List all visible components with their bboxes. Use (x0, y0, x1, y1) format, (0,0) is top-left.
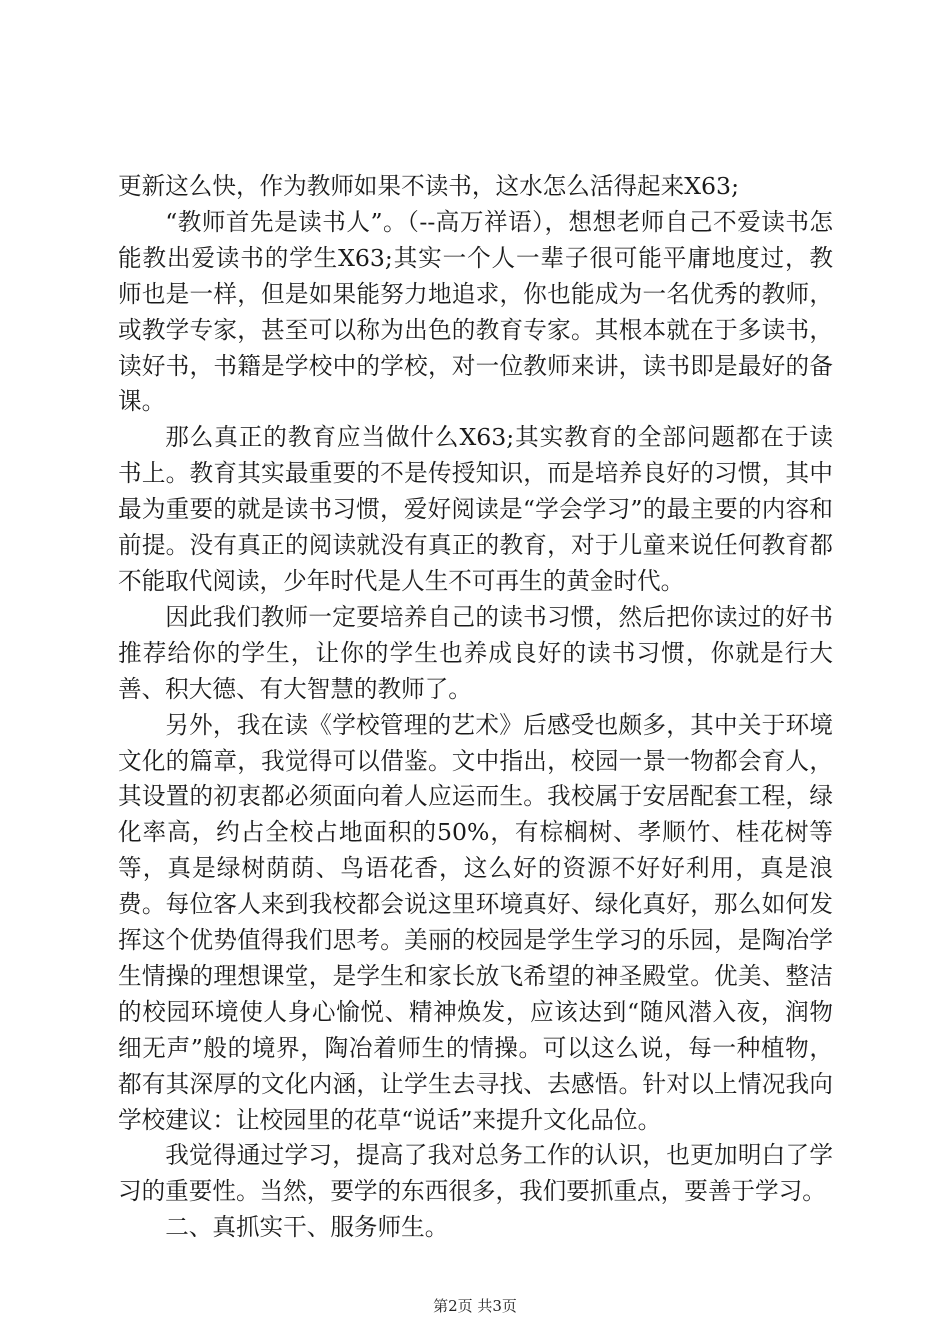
page-footer: 第2页 共3页 (433, 1297, 517, 1315)
document-body (118, 169, 833, 1246)
paragraph-teacher-reader: “教师首先是读书人”。（--高万祥语），想想老师自己不爱读书怎能教出爱读书的学生X63;其实一个人一辈子很可能平庸地度过，教师也是一样，但是如果能努力地追求，你也能成为一名优秀的教师，或教学专家，甚至可以称为出色的教育专家。其根本就在于多读书，读好书，书籍是学校中的学校，对一位教师来讲，读书即是最好的备课。 (118, 207, 833, 416)
section-heading-serve: 二、真抓实干、服务师生。 (165, 1213, 449, 1242)
paragraph-true-education: 那么真正的教育应当做什么X63;其实教育的全部问题都在于读书上。教育其实最重要的不是传授知识，而是培养良好的习惯，其中最为重要的就是读书习惯，爱好阅读是“学会学习”的最主要的内容和前提。没有真正的阅读就没有真正的教育，对于儿童来说任何教育都不能取代阅读，少年时代是人生不可再生的黄金时代。 (118, 423, 833, 595)
paragraph-learning-summary: 我觉得通过学习，提高了我对总务工作的认识，也更加明白了学习的重要性。当然，要学的东西很多，我们要抓重点，要善于学习。 (118, 1141, 833, 1206)
paragraph-continuation: 更新这么快，作为教师如果不读书，这水怎么活得起来X63; (118, 172, 740, 200)
paragraph-campus-environment: 另外，我在读《学校管理的艺术》后感受也颇多，其中关于环境文化的篇章，我觉得可以借鉴。文中指出，校园一景一物都会育人，其设置的初衷都必须面向着人应运而生。我校属于安居配套工程，绿化率高，约占全校占地面积的50%，有棕榈树、孝顺竹、桂花树等等，真是绿树荫荫、鸟语花香，这么好的资源不好好利用，真是浪费。每位客人来到我校都会说这里环境真好、绿化真好，那么如何发挥这个优势值得我们思考。美丽的校园是学生学习的乐园，是陶冶学生情操的理想课堂，是学生和家长放飞希望的神圣殿堂。优美、整洁的校园环境使人身心愉悦、精神焕发，应该达到“随风潜入夜，润物细无声”般的境界，陶冶着师生的情操。可以这么说，每一种植物，都有其深厚的文化内涵，让学生去寻找、去感悟。针对以上情况我向学校建议：让校园里的花草“说话”来提升文化品位。 (118, 710, 833, 1134)
paragraph-reading-habit: 因此我们教师一定要培养自己的读书习惯，然后把你读过的好书推荐给你的学生，让你的学生也养成良好的读书习惯，你就是行大善、积大德、有大智慧的教师了。 (118, 602, 833, 703)
